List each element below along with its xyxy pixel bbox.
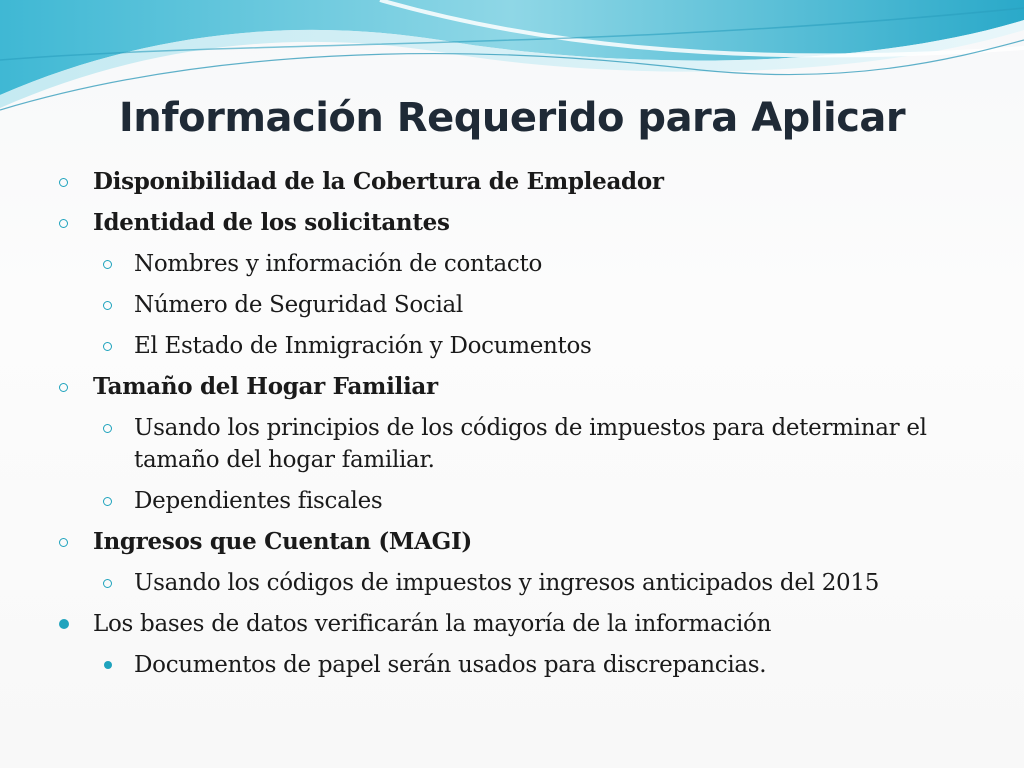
list-item (56, 412, 976, 476)
hollow-circle-icon (59, 219, 68, 228)
list-item-text: El Estado de Inmigración y Documentos (134, 333, 592, 359)
list-item (56, 485, 976, 517)
list-item-text: Número de Seguridad Social (134, 292, 463, 318)
list-item (56, 166, 976, 198)
list-item (56, 567, 976, 599)
slide-title: Información Requerido para Aplicar (118, 95, 906, 141)
hollow-circle-icon (103, 260, 112, 269)
list-item-text: Ingresos que Cuentan (MAGI) (93, 528, 473, 555)
hollow-circle-icon (59, 383, 68, 392)
list-item (56, 371, 976, 403)
list-item (56, 649, 976, 681)
list-item-text: Usando los códigos de impuestos y ingresos anticipados del 2015 (134, 570, 880, 596)
list-item (56, 289, 976, 321)
list-item-text: Tamaño del Hogar Familiar (93, 373, 438, 400)
bullet-list (56, 166, 976, 690)
filled-dot-icon (104, 661, 112, 669)
list-item (56, 207, 976, 239)
hollow-circle-icon (103, 579, 112, 588)
list-item-text: Usando los principios de los códigos de impuestos para determinar el tamaño del hogar familiar. (134, 415, 927, 473)
list-item (56, 526, 976, 558)
list-item-text: Disponibilidad de la Cobertura de Empleador (93, 168, 664, 195)
hollow-circle-icon (103, 301, 112, 310)
list-item (56, 248, 976, 280)
hollow-circle-icon (59, 538, 68, 547)
list-item-text: Dependientes fiscales (134, 488, 383, 514)
hollow-circle-icon (103, 424, 112, 433)
list-item-text: Identidad de los solicitantes (93, 209, 450, 236)
list-item (56, 330, 976, 362)
list-item-text: Nombres y información de contacto (134, 251, 542, 277)
hollow-circle-icon (103, 497, 112, 506)
filled-dot-icon (59, 619, 69, 629)
list-item-text: Documentos de papel serán usados para discrepancias. (134, 652, 767, 678)
list-item (56, 608, 976, 640)
hollow-circle-icon (59, 178, 68, 187)
list-item-text: Los bases de datos verificarán la mayoría de la información (93, 611, 772, 637)
hollow-circle-icon (103, 342, 112, 351)
